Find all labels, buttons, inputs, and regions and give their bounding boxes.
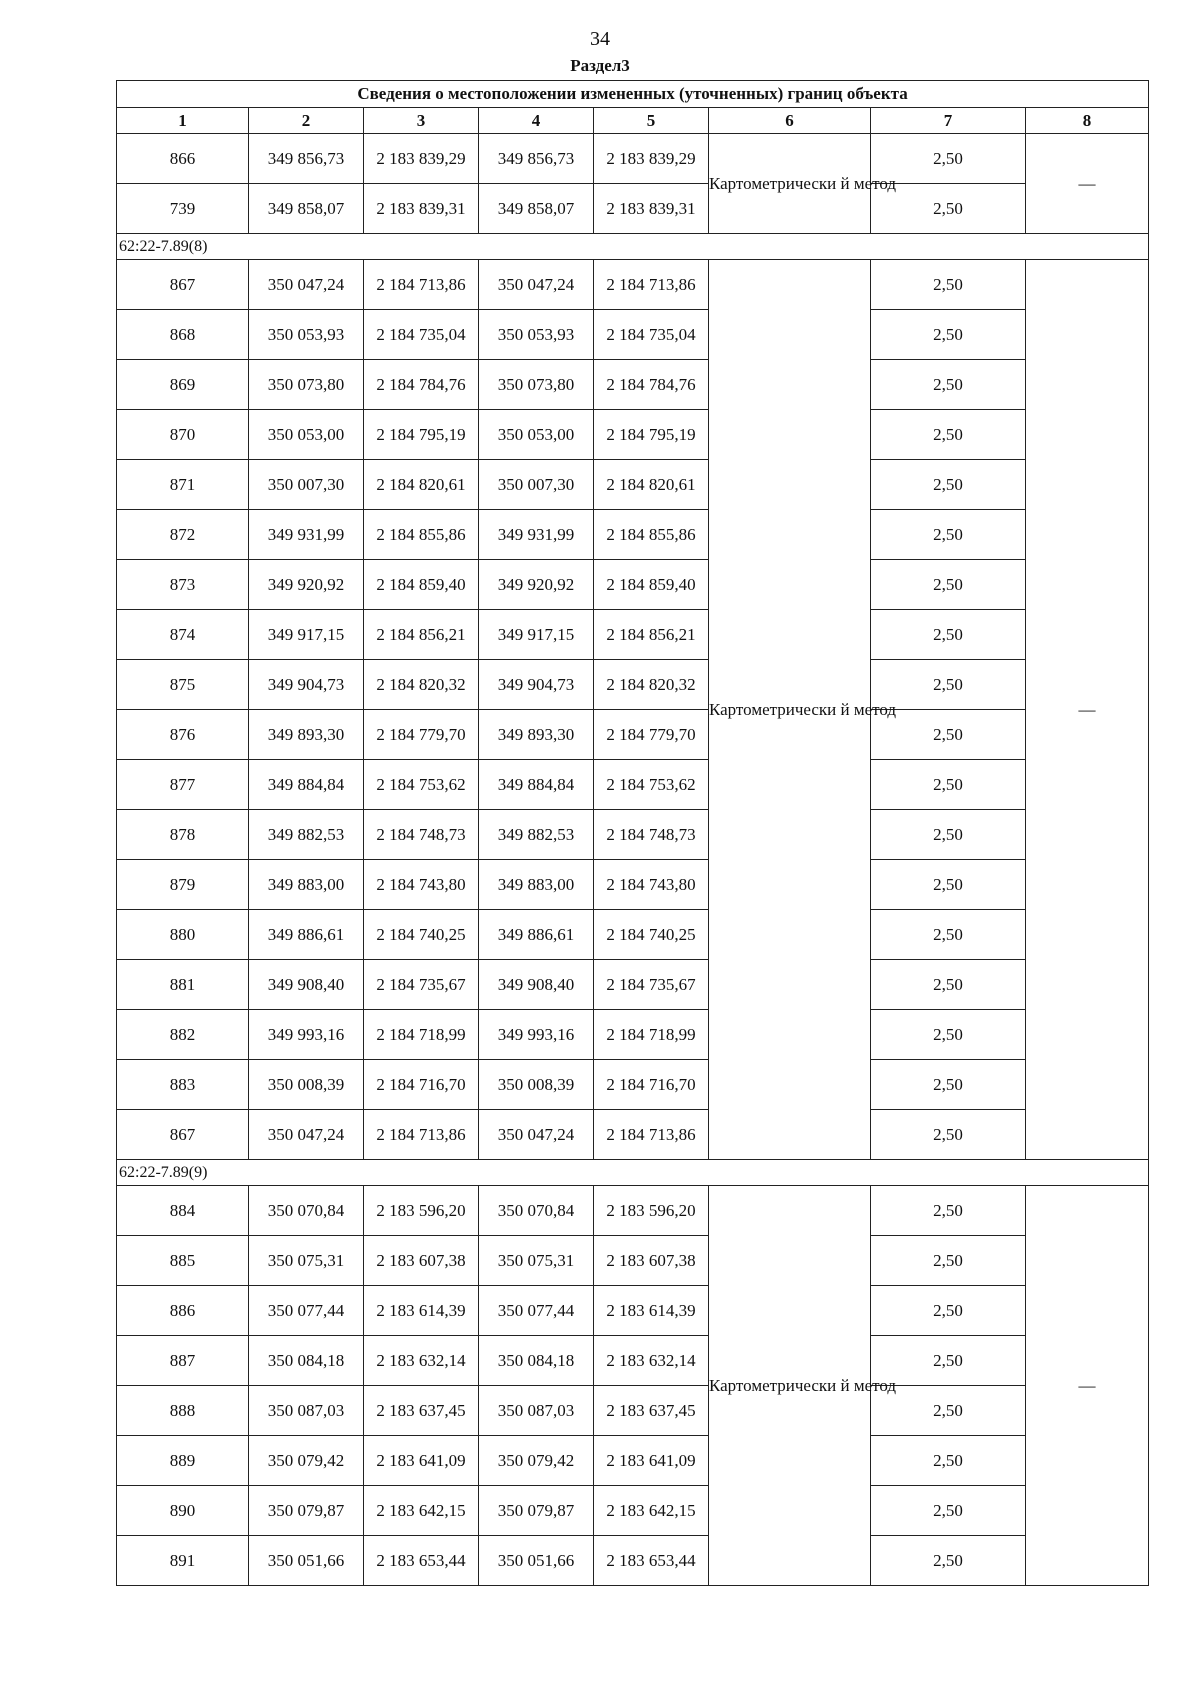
y-coordinate-new: 2 184 779,70 bbox=[594, 710, 709, 760]
accuracy-value: 2,50 bbox=[871, 660, 1026, 710]
y-coordinate-old: 2 183 596,20 bbox=[364, 1186, 479, 1236]
y-coordinate-old: 2 184 718,99 bbox=[364, 1010, 479, 1060]
y-coordinate-old: 2 184 740,25 bbox=[364, 910, 479, 960]
table-row bbox=[117, 134, 1149, 184]
x-coordinate-new: 349 893,30 bbox=[479, 710, 594, 760]
x-coordinate-new: 349 858,07 bbox=[479, 184, 594, 234]
y-coordinate-old: 2 184 716,70 bbox=[364, 1060, 479, 1110]
accuracy-value: 2,50 bbox=[871, 1186, 1026, 1236]
y-coordinate-old: 2 183 642,15 bbox=[364, 1486, 479, 1536]
table-row bbox=[117, 1486, 1149, 1536]
table-row bbox=[117, 760, 1149, 810]
x-coordinate-old: 349 993,16 bbox=[249, 1010, 364, 1060]
table-row bbox=[117, 810, 1149, 860]
notes-dash: — bbox=[1026, 134, 1149, 234]
point-number: 886 bbox=[117, 1286, 249, 1336]
table-row bbox=[117, 260, 1149, 310]
accuracy-value: 2,50 bbox=[871, 310, 1026, 360]
point-number: 873 bbox=[117, 560, 249, 610]
y-coordinate-old: 2 183 653,44 bbox=[364, 1536, 479, 1586]
x-coordinate-new: 350 075,31 bbox=[479, 1236, 594, 1286]
x-coordinate-old: 350 073,80 bbox=[249, 360, 364, 410]
y-coordinate-new: 2 184 820,32 bbox=[594, 660, 709, 710]
table-row bbox=[117, 1236, 1149, 1286]
x-coordinate-old: 349 920,92 bbox=[249, 560, 364, 610]
x-coordinate-new: 350 079,87 bbox=[479, 1486, 594, 1536]
table-row bbox=[117, 960, 1149, 1010]
x-coordinate-new: 350 008,39 bbox=[479, 1060, 594, 1110]
y-coordinate-new: 2 183 653,44 bbox=[594, 1536, 709, 1586]
x-coordinate-old: 349 931,99 bbox=[249, 510, 364, 560]
y-coordinate-old: 2 183 839,29 bbox=[364, 134, 479, 184]
group-row bbox=[117, 1160, 1149, 1186]
column-number-8: 8 bbox=[1026, 108, 1149, 134]
table-row bbox=[117, 1010, 1149, 1060]
x-coordinate-new: 350 047,24 bbox=[479, 260, 594, 310]
accuracy-value: 2,50 bbox=[871, 1236, 1026, 1286]
y-coordinate-new: 2 183 642,15 bbox=[594, 1486, 709, 1536]
accuracy-value: 2,50 bbox=[871, 360, 1026, 410]
y-coordinate-new: 2 183 637,45 bbox=[594, 1386, 709, 1436]
method-cell: Картометрически й метод bbox=[709, 260, 871, 1160]
point-number: 876 bbox=[117, 710, 249, 760]
y-coordinate-new: 2 184 713,86 bbox=[594, 1110, 709, 1160]
y-coordinate-new: 2 184 716,70 bbox=[594, 1060, 709, 1110]
point-number: 888 bbox=[117, 1386, 249, 1436]
y-coordinate-old: 2 183 839,31 bbox=[364, 184, 479, 234]
x-coordinate-old: 350 007,30 bbox=[249, 460, 364, 510]
table-row bbox=[117, 460, 1149, 510]
x-coordinate-old: 349 883,00 bbox=[249, 860, 364, 910]
accuracy-value: 2,50 bbox=[871, 560, 1026, 610]
y-coordinate-new: 2 183 607,38 bbox=[594, 1236, 709, 1286]
y-coordinate-new: 2 184 795,19 bbox=[594, 410, 709, 460]
point-number: 877 bbox=[117, 760, 249, 810]
page-number: 34 bbox=[590, 28, 610, 50]
table-row bbox=[117, 184, 1149, 234]
x-coordinate-old: 349 893,30 bbox=[249, 710, 364, 760]
x-coordinate-old: 350 051,66 bbox=[249, 1536, 364, 1586]
accuracy-value: 2,50 bbox=[871, 410, 1026, 460]
table-row bbox=[117, 560, 1149, 610]
y-coordinate-old: 2 184 795,19 bbox=[364, 410, 479, 460]
y-coordinate-new: 2 184 784,76 bbox=[594, 360, 709, 410]
accuracy-value: 2,50 bbox=[871, 960, 1026, 1010]
column-number-1: 1 bbox=[117, 108, 249, 134]
x-coordinate-new: 349 908,40 bbox=[479, 960, 594, 1010]
x-coordinate-new: 350 047,24 bbox=[479, 1110, 594, 1160]
point-number: 881 bbox=[117, 960, 249, 1010]
y-coordinate-new: 2 184 856,21 bbox=[594, 610, 709, 660]
point-number: 867 bbox=[117, 1110, 249, 1160]
x-coordinate-new: 349 882,53 bbox=[479, 810, 594, 860]
y-coordinate-old: 2 183 614,39 bbox=[364, 1286, 479, 1336]
accuracy-value: 2,50 bbox=[871, 1010, 1026, 1060]
x-coordinate-old: 349 884,84 bbox=[249, 760, 364, 810]
x-coordinate-new: 349 993,16 bbox=[479, 1010, 594, 1060]
column-number-4: 4 bbox=[479, 108, 594, 134]
x-coordinate-new: 350 077,44 bbox=[479, 1286, 594, 1336]
y-coordinate-new: 2 183 596,20 bbox=[594, 1186, 709, 1236]
x-coordinate-new: 350 084,18 bbox=[479, 1336, 594, 1386]
column-number-7: 7 bbox=[871, 108, 1026, 134]
y-coordinate-new: 2 184 855,86 bbox=[594, 510, 709, 560]
x-coordinate-old: 349 858,07 bbox=[249, 184, 364, 234]
column-number-6: 6 bbox=[709, 108, 871, 134]
y-coordinate-new: 2 184 743,80 bbox=[594, 860, 709, 910]
y-coordinate-old: 2 184 735,67 bbox=[364, 960, 479, 1010]
x-coordinate-old: 350 084,18 bbox=[249, 1336, 364, 1386]
table-row bbox=[117, 1336, 1149, 1386]
x-coordinate-new: 350 053,00 bbox=[479, 410, 594, 460]
method-cell: Картометрически й метод bbox=[709, 134, 871, 234]
point-number: 739 bbox=[117, 184, 249, 234]
y-coordinate-old: 2 184 855,86 bbox=[364, 510, 479, 560]
x-coordinate-old: 350 079,87 bbox=[249, 1486, 364, 1536]
table-body bbox=[117, 134, 1149, 1586]
group-label: 62:22-7.89(8) bbox=[117, 234, 1149, 260]
x-coordinate-new: 349 856,73 bbox=[479, 134, 594, 184]
table-row bbox=[117, 310, 1149, 360]
point-number: 875 bbox=[117, 660, 249, 710]
point-number: 868 bbox=[117, 310, 249, 360]
x-coordinate-old: 349 904,73 bbox=[249, 660, 364, 710]
x-coordinate-old: 349 917,15 bbox=[249, 610, 364, 660]
y-coordinate-old: 2 184 748,73 bbox=[364, 810, 479, 860]
y-coordinate-new: 2 183 839,29 bbox=[594, 134, 709, 184]
x-coordinate-old: 350 079,42 bbox=[249, 1436, 364, 1486]
point-number: 889 bbox=[117, 1436, 249, 1486]
y-coordinate-new: 2 184 753,62 bbox=[594, 760, 709, 810]
point-number: 882 bbox=[117, 1010, 249, 1060]
y-coordinate-new: 2 184 748,73 bbox=[594, 810, 709, 860]
y-coordinate-old: 2 184 856,21 bbox=[364, 610, 479, 660]
x-coordinate-old: 350 075,31 bbox=[249, 1236, 364, 1286]
x-coordinate-old: 350 053,00 bbox=[249, 410, 364, 460]
x-coordinate-new: 349 884,84 bbox=[479, 760, 594, 810]
table-row bbox=[117, 910, 1149, 960]
column-number-2: 2 bbox=[249, 108, 364, 134]
y-coordinate-new: 2 184 820,61 bbox=[594, 460, 709, 510]
table-row bbox=[117, 860, 1149, 910]
table-row bbox=[117, 610, 1149, 660]
y-coordinate-new: 2 183 641,09 bbox=[594, 1436, 709, 1486]
point-number: 867 bbox=[117, 260, 249, 310]
column-number-3: 3 bbox=[364, 108, 479, 134]
accuracy-value: 2,50 bbox=[871, 460, 1026, 510]
y-coordinate-new: 2 184 735,67 bbox=[594, 960, 709, 1010]
y-coordinate-old: 2 184 735,04 bbox=[364, 310, 479, 360]
y-coordinate-old: 2 184 753,62 bbox=[364, 760, 479, 810]
point-number: 872 bbox=[117, 510, 249, 560]
point-number: 878 bbox=[117, 810, 249, 860]
y-coordinate-new: 2 184 718,99 bbox=[594, 1010, 709, 1060]
accuracy-value: 2,50 bbox=[871, 1486, 1026, 1536]
point-number: 890 bbox=[117, 1486, 249, 1536]
point-number: 869 bbox=[117, 360, 249, 410]
point-number: 866 bbox=[117, 134, 249, 184]
table-row bbox=[117, 1286, 1149, 1336]
x-coordinate-new: 350 087,03 bbox=[479, 1386, 594, 1436]
point-number: 871 bbox=[117, 460, 249, 510]
x-coordinate-new: 349 920,92 bbox=[479, 560, 594, 610]
x-coordinate-new: 350 070,84 bbox=[479, 1186, 594, 1236]
y-coordinate-old: 2 184 784,76 bbox=[364, 360, 479, 410]
point-number: 874 bbox=[117, 610, 249, 660]
method-cell: Картометрически й метод bbox=[709, 1186, 871, 1586]
y-coordinate-old: 2 184 820,32 bbox=[364, 660, 479, 710]
accuracy-value: 2,50 bbox=[871, 760, 1026, 810]
y-coordinate-old: 2 183 632,14 bbox=[364, 1336, 479, 1386]
x-coordinate-old: 350 070,84 bbox=[249, 1186, 364, 1236]
table-row bbox=[117, 1060, 1149, 1110]
accuracy-value: 2,50 bbox=[871, 860, 1026, 910]
y-coordinate-new: 2 184 740,25 bbox=[594, 910, 709, 960]
x-coordinate-new: 350 079,42 bbox=[479, 1436, 594, 1486]
x-coordinate-old: 350 087,03 bbox=[249, 1386, 364, 1436]
x-coordinate-new: 350 007,30 bbox=[479, 460, 594, 510]
table-row bbox=[117, 410, 1149, 460]
x-coordinate-old: 349 882,53 bbox=[249, 810, 364, 860]
x-coordinate-old: 350 047,24 bbox=[249, 260, 364, 310]
accuracy-value: 2,50 bbox=[871, 1060, 1026, 1110]
table-row bbox=[117, 1536, 1149, 1586]
accuracy-value: 2,50 bbox=[871, 1386, 1026, 1436]
accuracy-value: 2,50 bbox=[871, 1110, 1026, 1160]
x-coordinate-old: 350 047,24 bbox=[249, 1110, 364, 1160]
y-coordinate-old: 2 184 820,61 bbox=[364, 460, 479, 510]
y-coordinate-new: 2 184 859,40 bbox=[594, 560, 709, 610]
y-coordinate-old: 2 183 641,09 bbox=[364, 1436, 479, 1486]
accuracy-value: 2,50 bbox=[871, 710, 1026, 760]
accuracy-value: 2,50 bbox=[871, 134, 1026, 184]
point-number: 891 bbox=[117, 1536, 249, 1586]
table-row bbox=[117, 660, 1149, 710]
point-number: 879 bbox=[117, 860, 249, 910]
y-coordinate-old: 2 183 607,38 bbox=[364, 1236, 479, 1286]
accuracy-value: 2,50 bbox=[871, 910, 1026, 960]
x-coordinate-old: 350 077,44 bbox=[249, 1286, 364, 1336]
y-coordinate-old: 2 183 637,45 bbox=[364, 1386, 479, 1436]
x-coordinate-new: 349 883,00 bbox=[479, 860, 594, 910]
y-coordinate-old: 2 184 743,80 bbox=[364, 860, 479, 910]
table-row bbox=[117, 1386, 1149, 1436]
x-coordinate-new: 350 051,66 bbox=[479, 1536, 594, 1586]
notes-dash: — bbox=[1026, 260, 1149, 1160]
accuracy-value: 2,50 bbox=[871, 260, 1026, 310]
table-caption: Сведения о местоположении измененных (уточненных) границ объекта bbox=[117, 81, 1149, 108]
accuracy-value: 2,50 bbox=[871, 810, 1026, 860]
table-row bbox=[117, 1110, 1149, 1160]
accuracy-value: 2,50 bbox=[871, 610, 1026, 660]
x-coordinate-old: 349 886,61 bbox=[249, 910, 364, 960]
group-row bbox=[117, 234, 1149, 260]
y-coordinate-new: 2 184 735,04 bbox=[594, 310, 709, 360]
x-coordinate-new: 349 904,73 bbox=[479, 660, 594, 710]
y-coordinate-new: 2 183 632,14 bbox=[594, 1336, 709, 1386]
point-number: 880 bbox=[117, 910, 249, 960]
y-coordinate-old: 2 184 779,70 bbox=[364, 710, 479, 760]
section-title: Раздел3 bbox=[570, 56, 630, 75]
table-row bbox=[117, 1186, 1149, 1236]
x-coordinate-new: 349 931,99 bbox=[479, 510, 594, 560]
x-coordinate-old: 349 856,73 bbox=[249, 134, 364, 184]
group-label: 62:22-7.89(9) bbox=[117, 1160, 1149, 1186]
y-coordinate-old: 2 184 859,40 bbox=[364, 560, 479, 610]
y-coordinate-new: 2 183 614,39 bbox=[594, 1286, 709, 1336]
coordinates-table bbox=[116, 80, 1149, 1586]
point-number: 885 bbox=[117, 1236, 249, 1286]
y-coordinate-old: 2 184 713,86 bbox=[364, 260, 479, 310]
accuracy-value: 2,50 bbox=[871, 1536, 1026, 1586]
table-row bbox=[117, 360, 1149, 410]
y-coordinate-old: 2 184 713,86 bbox=[364, 1110, 479, 1160]
point-number: 884 bbox=[117, 1186, 249, 1236]
x-coordinate-old: 350 008,39 bbox=[249, 1060, 364, 1110]
x-coordinate-new: 349 917,15 bbox=[479, 610, 594, 660]
y-coordinate-new: 2 183 839,31 bbox=[594, 184, 709, 234]
accuracy-value: 2,50 bbox=[871, 1286, 1026, 1336]
point-number: 887 bbox=[117, 1336, 249, 1386]
table-row bbox=[117, 510, 1149, 560]
column-number-5: 5 bbox=[594, 108, 709, 134]
point-number: 883 bbox=[117, 1060, 249, 1110]
table-row bbox=[117, 710, 1149, 760]
x-coordinate-new: 349 886,61 bbox=[479, 910, 594, 960]
notes-dash: — bbox=[1026, 1186, 1149, 1586]
table-row bbox=[117, 1436, 1149, 1486]
accuracy-value: 2,50 bbox=[871, 1436, 1026, 1486]
x-coordinate-old: 349 908,40 bbox=[249, 960, 364, 1010]
accuracy-value: 2,50 bbox=[871, 510, 1026, 560]
y-coordinate-new: 2 184 713,86 bbox=[594, 260, 709, 310]
accuracy-value: 2,50 bbox=[871, 1336, 1026, 1386]
point-number: 870 bbox=[117, 410, 249, 460]
x-coordinate-old: 350 053,93 bbox=[249, 310, 364, 360]
accuracy-value: 2,50 bbox=[871, 184, 1026, 234]
x-coordinate-new: 350 073,80 bbox=[479, 360, 594, 410]
x-coordinate-new: 350 053,93 bbox=[479, 310, 594, 360]
